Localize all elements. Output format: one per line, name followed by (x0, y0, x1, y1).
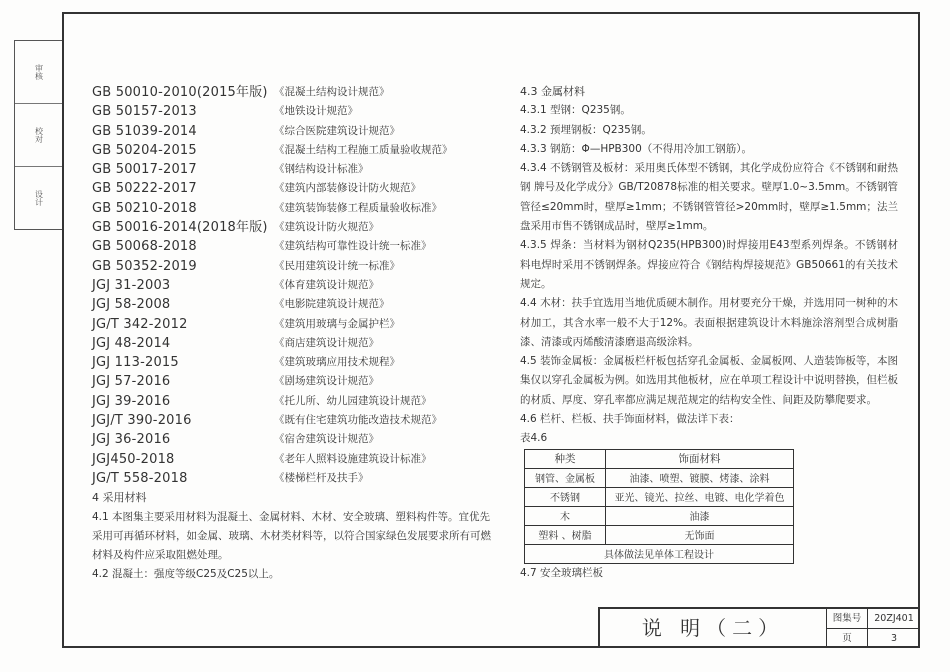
standard-name: 《老年人照料设施建筑设计标准》 (274, 452, 432, 465)
standard-name: 《建筑内部装修设计防火规范》 (274, 182, 421, 195)
standard-name: 《混凝土结构设计规范》 (274, 86, 390, 98)
paragraph-4-5: 4.5 装饰金属板：金属板栏杆板包括穿孔金属板、金属板网、人造装饰板等，本图集仅以穿孔金属板为例。如选用其他板材，应在单项工程设计中说明替换，但栏板的材质、厚度、穿孔率都应满足规范规定的结构安全性、间距及防攀爬要求。 (520, 355, 898, 406)
table-cell: 无饰面 (606, 525, 794, 544)
table-label: 表4.6 (520, 432, 548, 445)
standard-row (92, 83, 492, 102)
standard-name: 《建筑设计防火规范》 (274, 221, 379, 234)
standard-name: 《托儿所、幼儿园建筑设计规范》 (274, 394, 432, 407)
standard-code: GB 50157-2013 (92, 104, 197, 120)
standard-row (92, 469, 492, 488)
standard-row (92, 160, 492, 179)
standard-row (92, 102, 492, 121)
standard-name: 《钢结构设计标准》 (274, 163, 369, 176)
finish-materials-table (524, 449, 794, 564)
standard-name: 《建筑装饰装修工程质量验收标准》 (274, 201, 442, 214)
standard-code: GB 50222-2017 (92, 181, 197, 197)
standard-name: 《民用建筑设计统一标准》 (274, 259, 400, 272)
paragraph-4-3-1: 4.3.1 型钢：Q235钢。 (520, 104, 631, 117)
standard-name: 《建筑玻璃应用技术规程》 (274, 356, 400, 369)
margin-label-proofread: 校对 (15, 104, 63, 167)
standard-code: GB 50017-2017 (92, 162, 197, 178)
standard-name: 《宿舍建筑设计规范》 (274, 433, 379, 446)
standard-name: 《综合医院建筑设计规范》 (274, 124, 400, 137)
standard-name: 《既有住宅建筑功能改造技术规范》 (274, 414, 442, 427)
standard-row (92, 218, 492, 237)
standard-code: GB 51039-2014 (92, 123, 197, 139)
table-footer-cell: 具体做法见单体工程设计 (525, 544, 794, 563)
paragraph-4-4: 4.4 木材：扶手宜选用当地优质硬木制作。用材要充分干燥，并选用同一树种的木材加工，其含水率一般不大于12%。表面根据建筑设计木料施涂溶剂型合成树脂漆、清漆或丙烯酸清漆磨退高级涂料。 (520, 297, 898, 348)
standard-name: 《电影院建筑设计规范》 (274, 298, 390, 311)
paragraph-4-3-5: 4.3.5 焊条：当材料为钢材Q235(HPB300)时焊接用E43型系列焊条。不锈钢材料电焊时采用不锈钢焊条。焊接应符合《钢结构焊接规范》GB50661的有关技术规定。 (520, 239, 898, 290)
standard-name: 《地铁设计规范》 (274, 105, 358, 118)
standard-code: JGJ 36-2016 (92, 432, 171, 448)
standard-row (92, 199, 492, 218)
paragraph-4-6: 4.6 栏杆、栏板、扶手饰面材料，做法详下表： (520, 413, 740, 426)
paragraph-4-7: 4.7 安全玻璃栏板 (520, 566, 604, 579)
standard-code: GB 50352-2019 (92, 258, 197, 274)
standard-row (92, 122, 492, 141)
paragraph-4-3-3: 4.3.3 钢筋：Φ—HPB300（不得用冷加工钢筋）。 (520, 142, 753, 155)
atlas-number-label: 图集号 (827, 609, 868, 629)
standard-code: JGJ 57-2016 (92, 374, 171, 390)
margin-signature-strip (14, 40, 64, 230)
page-label: 页 (827, 629, 868, 648)
standard-code: GB 50210-2018 (92, 200, 197, 216)
standards-list (92, 83, 492, 488)
table-cell: 钢管、金属板 (525, 468, 606, 487)
table-header-cell: 饰面材料 (606, 449, 794, 468)
standard-code: GB 50016-2014(2018年版) (92, 220, 268, 236)
standard-row (92, 450, 492, 469)
table-cell: 塑料 、树脂 (525, 525, 606, 544)
table-cell: 油漆、喷塑、镀膜、烤漆、涂料 (606, 468, 794, 487)
title-block (598, 607, 920, 648)
page-number: 3 (890, 633, 898, 644)
standard-row (92, 237, 492, 256)
standard-row (92, 179, 492, 198)
standard-row (92, 257, 492, 276)
table-cell: 亚光、镜光、拉丝、电镀、电化学着色 (606, 487, 794, 506)
atlas-number: 20ZJ401 (868, 609, 920, 629)
standard-code: JGJ 31-2003 (92, 277, 171, 293)
section-4-heading: 4 采用材料 (92, 491, 147, 505)
standard-row (92, 353, 492, 372)
standard-code: GB 50068-2018 (92, 239, 197, 255)
standard-name: 《建筑结构可靠性设计统一标准》 (274, 240, 432, 253)
standard-row (92, 411, 492, 430)
table-header-row (525, 449, 794, 468)
table-header-cell: 种类 (525, 449, 606, 468)
section-4-3-heading: 4.3 金属材料 (520, 85, 585, 98)
standard-row (92, 430, 492, 449)
standard-row (92, 276, 492, 295)
standard-code: GB 50010-2010(2015年版) (92, 85, 268, 100)
table-row (525, 506, 794, 525)
standard-code: GB 50204-2015 (92, 142, 197, 158)
table-row (525, 525, 794, 544)
paragraph-4-3-4: 4.3.4 不锈钢管及板材：采用奥氏体型不锈钢，其化学成份应符合《不锈钢和耐热钢 牌号及化学成分》GB/T20878标准的相关要求。壁厚1.0~3.5mm。不锈钢管管径≤20mm时，壁厚≥1mm；不锈钢管管径>20mm时，壁厚≥1.5mm；法兰盘采用市售不锈钢成品时，壁厚≥1mm。 (520, 162, 898, 233)
table-row (525, 487, 794, 506)
sheet-title: 说 明（二） (600, 609, 827, 648)
standard-row (92, 392, 492, 411)
left-column (92, 83, 492, 585)
table-cell: 油漆 (606, 506, 794, 525)
standard-code: JG/T 558-2018 (92, 470, 188, 486)
standard-name: 《商店建筑设计规范》 (274, 336, 379, 349)
standard-row (92, 372, 492, 391)
standard-code: JGJ/T 390-2016 (92, 413, 192, 429)
standard-row (92, 295, 492, 314)
margin-label-design: 设计 (34, 190, 44, 206)
margin-label-review: 审核 (15, 41, 63, 104)
standard-code: JGJ 58-2008 (92, 297, 171, 313)
paragraph-4-1: 4.1 本图集主要采用材料为混凝土、金属材料、木材、安全玻璃、塑料构件等。宜优先采用可再循环材料，如金属、玻璃、木材类材料等，以符合国家绿色发展要求所有可燃材料及构件应采取阻燃处理。 (92, 510, 491, 562)
standard-row (92, 334, 492, 353)
standard-name: 《剧场建筑设计规范》 (274, 375, 379, 388)
standard-code: JGJ 48-2014 (92, 335, 171, 351)
standard-code: JGJ 113-2015 (92, 355, 179, 371)
table-footer-row (525, 544, 794, 563)
standard-code: JG/T 342-2012 (92, 316, 188, 332)
standard-code: JGJ450-2018 (92, 451, 175, 467)
table-cell: 木 (525, 506, 606, 525)
standard-name: 《体育建筑设计规范》 (274, 278, 379, 291)
standard-name: 《建筑用玻璃与金属护栏》 (274, 317, 400, 330)
standard-name: 《楼梯栏杆及扶手》 (274, 471, 369, 484)
paragraph-4-2: 4.2 混凝土：强度等级C25及C25以上。 (92, 568, 280, 581)
right-column (520, 82, 898, 583)
table-cell: 不锈钢 (525, 487, 606, 506)
standard-row (92, 315, 492, 334)
table-row (525, 468, 794, 487)
standard-code: JGJ 39-2016 (92, 393, 171, 409)
paragraph-4-3-2: 4.3.2 预埋钢板：Q235钢。 (520, 123, 652, 136)
standard-row (92, 141, 492, 160)
standard-name: 《混凝土结构工程施工质量验收规范》 (274, 143, 453, 156)
